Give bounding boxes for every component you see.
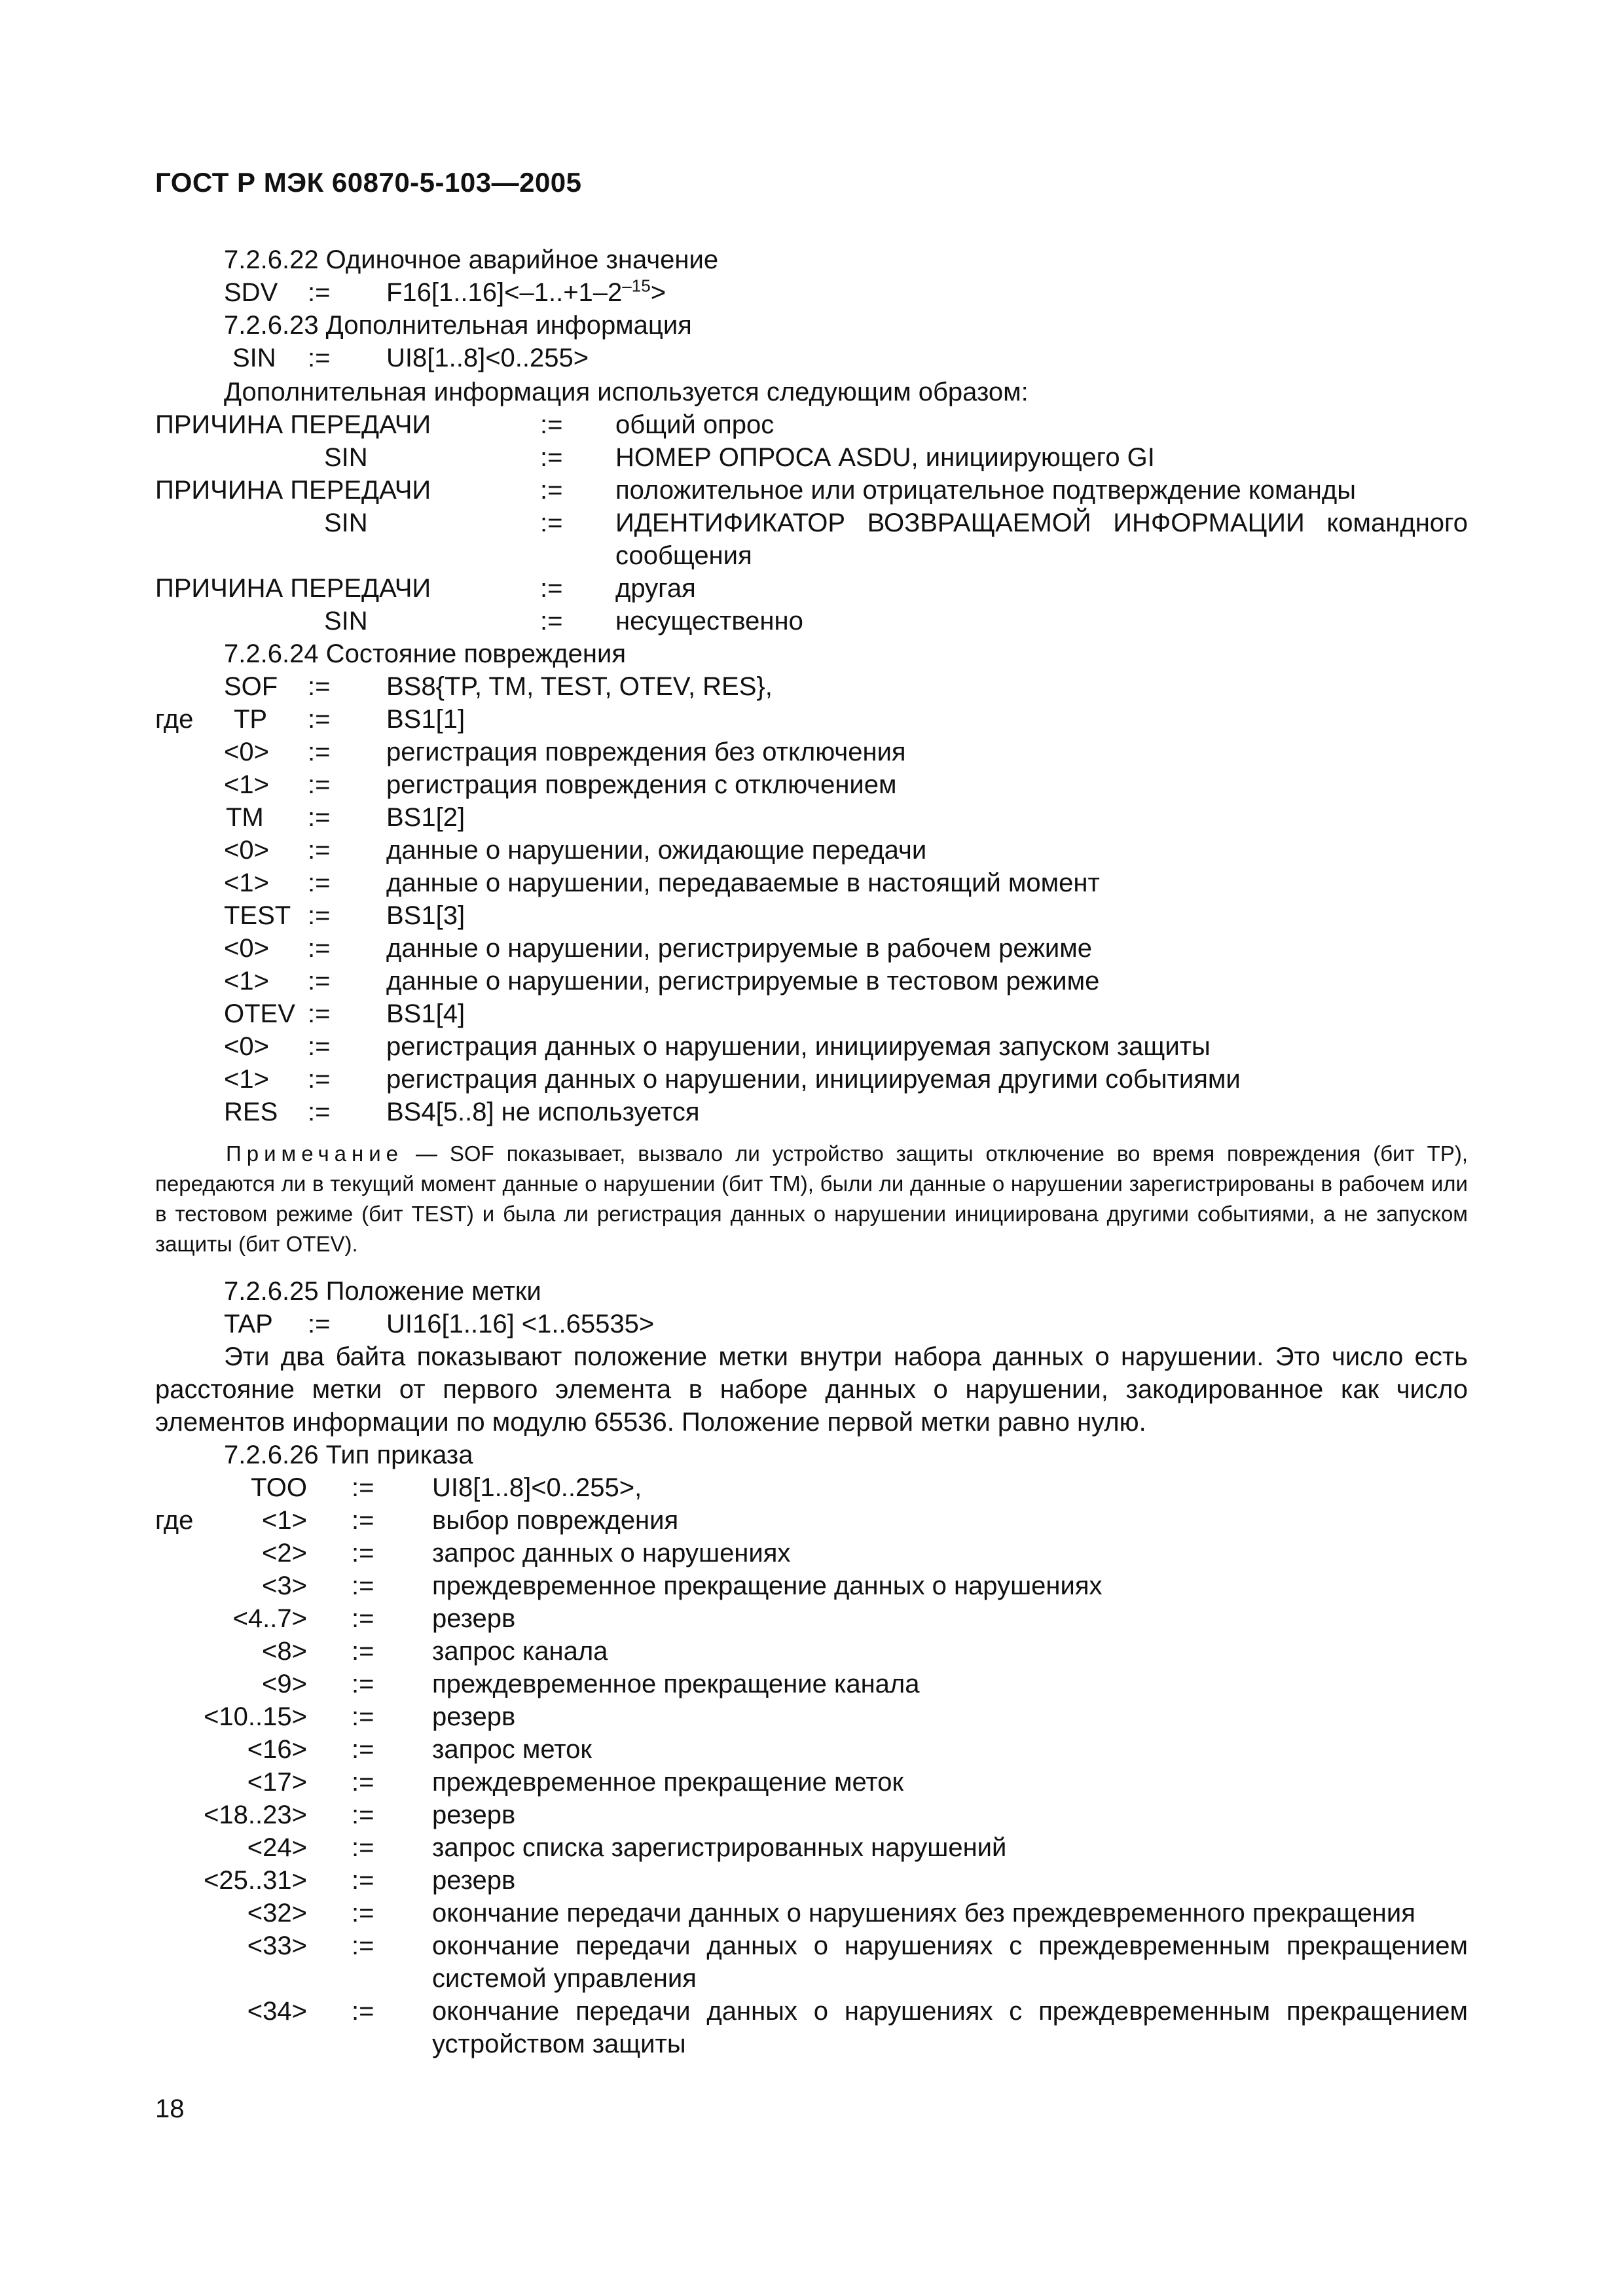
page-number: 18 (155, 2094, 185, 2123)
otev-op: := (308, 999, 331, 1028)
tm-1-code: <1> (224, 869, 269, 897)
test-definition: BS1[3] (386, 901, 465, 930)
tp-1-code: <1> (224, 770, 269, 799)
tm-0-definition: данные о нарушении, ожидающие передачи (386, 836, 927, 865)
cause-label: ПРИЧИНА ПЕРЕДАЧИ (155, 476, 431, 505)
test-0-definition: данные о нарушении, регистрируемые в рабочем режиме (386, 934, 1092, 963)
tap-paragraph: Эти два байта показывают положение метки внутри набора данных о нарушении. Это число есть расстояние метки от первого элемента в наборе данных о нарушении, закодированное как число элементов информации по модулю 65536. Положение первой метки равно нулю. (155, 1342, 1468, 1437)
tp-0-op: := (308, 738, 331, 766)
document-header: ГОСТ Р МЭК 60870-5-103—2005 (155, 167, 582, 198)
too-33-definition-cont: системой управления (432, 1964, 697, 1993)
sin-label-op: := (540, 607, 563, 636)
sdv-code: SDV (224, 278, 278, 307)
too-9-op: := (352, 1670, 374, 1698)
sof-code: SOF (224, 672, 278, 701)
too-34-definition: окончание передачи данных о нарушениях с преждевременным прекращением (432, 1997, 1468, 2026)
too-8-definition: запрос канала (432, 1637, 608, 1666)
sin-label: SIN (324, 607, 368, 636)
tp-0-code: <0> (224, 738, 269, 766)
too-4-7-code: <4..7> (232, 1604, 307, 1633)
too-3-op: := (352, 1571, 374, 1600)
too-32-code: <32> (247, 1899, 307, 1928)
sin-label: SIN (324, 443, 368, 472)
tm-op: := (308, 803, 331, 832)
too-1-op: := (352, 1506, 374, 1535)
tp-op: := (308, 705, 331, 734)
sdv-op: := (308, 278, 331, 307)
too-32-op: := (352, 1899, 374, 1928)
sin-label-definition: несущественно (615, 607, 803, 636)
too-4-7-op: := (352, 1604, 374, 1633)
where-label: где (155, 1506, 194, 1535)
too-33-definition: окончание передачи данных о нарушениях с преждевременным прекращением (432, 1931, 1468, 1960)
too-3-code: <3> (262, 1571, 307, 1600)
sin-label-definition: НОМЕР ОПРОСА ASDU, инициирующего GI (615, 443, 1155, 472)
tap-definition: UI16[1..16] <1..65535> (386, 1310, 655, 1338)
too-18-23-code: <18..23> (204, 1801, 307, 1829)
tm-code: TM (226, 803, 264, 832)
test-op: := (308, 901, 331, 930)
tp-0-definition: регистрация повреждения без отключения (386, 738, 906, 766)
note-text: — SOF показывает, вызвало ли устройство защиты отключение во время повреждения (бит TP), передаются ли в текущий момент данные о нарушении (бит TM), были ли данные о нарушении зарегистрированы в рабочем или в тестовом режиме (бит TEST) и была ли регистрация данных о нарушении инициирована другими событиями, а не запуском защиты (бит OTEV). (155, 1141, 1468, 1256)
section-7-2-6-25-title: 7.2.6.25 Положение метки (224, 1277, 541, 1306)
test-1-definition: данные о нарушении, регистрируемые в тестовом режиме (386, 967, 1100, 996)
otev-0-definition: регистрация данных о нарушении, инициируемая запуском защиты (386, 1032, 1211, 1061)
tm-0-op: := (308, 836, 331, 865)
tp-1-definition: регистрация повреждения с отключением (386, 770, 897, 799)
too-2-code: <2> (262, 1539, 307, 1568)
res-definition: BS4[5..8] не используется (386, 1098, 700, 1126)
too-34-definition-cont: устройством защиты (432, 2030, 686, 2058)
sin-definition: UI8[1..8]<0..255> (386, 344, 589, 372)
too-1-code: <1> (262, 1506, 307, 1535)
too-34-code: <34> (247, 1997, 307, 2026)
cause-definition: другая (615, 574, 696, 603)
res-op: := (308, 1098, 331, 1126)
tap-op: := (308, 1310, 331, 1338)
too-10-15-op: := (352, 1702, 374, 1731)
otev-1-definition: регистрация данных о нарушении, инициируемая другими событиями (386, 1065, 1241, 1094)
test-0-code: <0> (224, 934, 269, 963)
sin-code: SIN (232, 344, 276, 372)
too-op: := (352, 1473, 374, 1502)
sof-op: := (308, 672, 331, 701)
too-25-31-code: <25..31> (204, 1866, 307, 1895)
test-code: TEST (224, 901, 291, 930)
tp-1-op: := (308, 770, 331, 799)
too-1-definition: выбор повреждения (432, 1506, 679, 1535)
too-18-23-op: := (352, 1801, 374, 1829)
note-label: Примечание (226, 1141, 404, 1166)
tm-0-code: <0> (224, 836, 269, 865)
too-9-definition: преждевременное прекращение канала (432, 1670, 920, 1698)
section-7-2-6-24-title: 7.2.6.24 Состояние повреждения (224, 639, 627, 668)
otev-1-code: <1> (224, 1065, 269, 1094)
cause-label: ПРИЧИНА ПЕРЕДАЧИ (155, 574, 431, 603)
tm-definition: BS1[2] (386, 803, 465, 832)
too-25-31-op: := (352, 1866, 374, 1895)
sof-definition: BS8{TP, TM, TEST, OTEV, RES}, (386, 672, 773, 701)
cause-definition: общий опрос (615, 410, 775, 439)
too-code: TOO (251, 1473, 307, 1502)
sdv-definition: $F16[1..16]<-1..+1-2^{-15}>$ (386, 276, 666, 307)
sin-label: SIN (324, 509, 368, 537)
otev-0-code: <0> (224, 1032, 269, 1061)
where-label: где (155, 705, 194, 734)
too-definition: UI8[1..8]<0..255>, (432, 1473, 642, 1502)
note-sof (155, 1139, 1468, 1259)
too-2-op: := (352, 1539, 374, 1568)
sin-intro: Дополнительная информация используется следующим образом: (224, 378, 1029, 406)
sin-label-op: := (540, 509, 563, 537)
too-34-op: := (352, 1997, 374, 2026)
section-7-2-6-22-title: 7.2.6.22 Одиночное аварийное значение (224, 245, 719, 274)
too-25-31-definition: резерв (432, 1866, 516, 1895)
cause-op: := (540, 574, 563, 603)
sin-label-op: := (540, 443, 563, 472)
otev-0-op: := (308, 1032, 331, 1061)
tp-code: TP (234, 705, 268, 734)
too-24-code: <24> (247, 1833, 307, 1862)
tp-definition: BS1[1] (386, 705, 465, 734)
too-24-definition: запрос списка зарегистрированных нарушений (432, 1833, 1007, 1862)
sin-op: := (308, 344, 331, 372)
section-7-2-6-26-title: 7.2.6.26 Тип приказа (224, 1441, 473, 1469)
cause-op: := (540, 410, 563, 439)
test-1-op: := (308, 967, 331, 996)
too-17-definition: преждевременное прекращение меток (432, 1768, 903, 1797)
tap-code: TAP (224, 1310, 273, 1338)
too-2-definition: запрос данных о нарушениях (432, 1539, 791, 1568)
too-17-code: <17> (247, 1768, 307, 1797)
otev-1-op: := (308, 1065, 331, 1094)
sin-label-definition: ИДЕНТИФИКАТОР ВОЗВРАЩАЕМОЙ ИНФОРМАЦИИ командного (615, 509, 1468, 537)
too-33-code: <33> (247, 1931, 307, 1960)
sin-label-definition-cont: сообщения (615, 541, 752, 570)
section-7-2-6-23-title: 7.2.6.23 Дополнительная информация (224, 311, 692, 340)
too-9-code: <9> (262, 1670, 307, 1698)
too-3-definition: преждевременное прекращение данных о нарушениях (432, 1571, 1103, 1600)
too-4-7-definition: резерв (432, 1604, 516, 1633)
too-8-code: <8> (262, 1637, 307, 1666)
res-code: RES (224, 1098, 278, 1126)
too-10-15-definition: резерв (432, 1702, 516, 1731)
too-32-definition: окончание передачи данных о нарушениях без преждевременного прекращения (432, 1899, 1415, 1928)
cause-definition: положительное или отрицательное подтверждение команды (615, 476, 1356, 505)
too-16-code: <16> (247, 1735, 307, 1764)
too-16-definition: запрос меток (432, 1735, 592, 1764)
too-16-op: := (352, 1735, 374, 1764)
cause-op: := (540, 476, 563, 505)
otev-code: OTEV (224, 999, 295, 1028)
test-1-code: <1> (224, 967, 269, 996)
otev-definition: BS1[4] (386, 999, 465, 1028)
tm-1-op: := (308, 869, 331, 897)
too-18-23-definition: резерв (432, 1801, 516, 1829)
too-24-op: := (352, 1833, 374, 1862)
too-33-op: := (352, 1931, 374, 1960)
test-0-op: := (308, 934, 331, 963)
cause-label: ПРИЧИНА ПЕРЕДАЧИ (155, 410, 431, 439)
tm-1-definition: данные о нарушении, передаваемые в настоящий момент (386, 869, 1100, 897)
too-8-op: := (352, 1637, 374, 1666)
too-17-op: := (352, 1768, 374, 1797)
too-10-15-code: <10..15> (204, 1702, 307, 1731)
